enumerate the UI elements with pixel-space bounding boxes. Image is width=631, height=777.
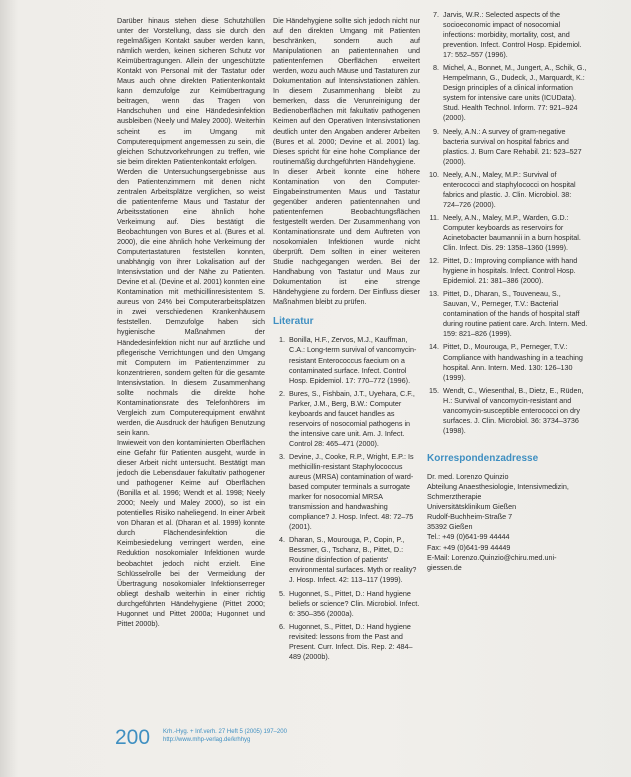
reference-item <box>273 589 420 619</box>
paragraph: Die Händehygiene sollte sich jedoch nicht nur auf den direkten Umgang mit Patienten beschränken, sondern auch auf Manipulationen an patientennahen und patientenfernen Oberflächen erweitert werden, wozu auch Mäuse und Tastaturen zur Dokumentation auf Intensivstationen zählen. In diesem Zusammenhang bleibt zu bemerken, dass die Verunreinigung der Bedienoberflächen mit fakultativ pathogenen Keimen auf den Operativen Intensivstationen deutlich unter den Angaben anderer Arbeiten (Bures et al. 2000; Devine et al. 2001) lag. Dieses spricht für eine hohe Compliance der routinemäßig durchgeführten Händehygiene. <box>273 16 420 166</box>
text-column-3 <box>427 10 589 573</box>
reference-text: Pittet, D.: Improving compliance with hand hygiene in hospitals. Infect. Control Hosp. Epidemiol. 21: 381–386 (2000). <box>443 256 578 286</box>
reference-number: 10. <box>429 169 439 179</box>
reference-text: Bonilla, H.F., Zervos, M.J., Kauffman, C.A.: Long-term survival of vancomycin-resistant Enterococcus faecium on a contaminated surface. Infect. Control Hosp. Epidemiol. 17: 770–772 (1996). <box>289 335 417 385</box>
reference-item <box>427 342 589 382</box>
reference-text: Jarvis, W.R.: Selected aspects of the socioeconomic impact of nosocomial infections: morbidity, mortality, cost, and prevention. Infect. Control Hosp. Epidemiol. 17: 552–557 (1996). <box>443 10 582 60</box>
reference-text: Neely, A.N., Maley, M.P.: Survival of enterococci and staphylococci on hospital fabrics and plastic. J. Clin. Microbiol. 38: 724–726 (2000). <box>443 169 576 209</box>
reference-item <box>427 289 589 339</box>
reference-number: 14. <box>429 342 439 352</box>
reference-number: 4. <box>279 535 285 545</box>
address-line: E-Mail: Lorenzo.Quinzio@chiru.med.uni-giessen.de <box>427 552 557 572</box>
journal-citation <box>163 728 323 744</box>
reference-text: Wendt, C., Wiesenthal, B., Dietz, E., Rüden, H.: Survival of vancomycin-resistant and vancomycin-susceptible enterococci on dry surfaces. J. Clin. Microbiol. 36: 3734–3736 (1998). <box>443 385 584 435</box>
page-number: 200 <box>115 726 151 749</box>
text-column-2 <box>273 16 420 665</box>
address-line: Abteilung Anaesthesiologie, Intensivmedizin, Schmerztherapie <box>427 482 569 502</box>
reference-text: Michel, A., Bonnet, M., Jungert, A., Schik, G., Hempelmann, G., Dudeck, J., Marquardt, K.: Design principles of a clinical information system for intensive care units (ICUData). Stud. Health Technol. Inform. 77: 921–924 (2000). <box>443 63 587 123</box>
reference-list-a <box>273 335 420 661</box>
correspondence-heading: Korrespondenzadresse <box>427 452 539 464</box>
reference-number: 12. <box>429 256 439 266</box>
journal-line: Krh.-Hyg. + Inf.verh. 27 Heft 5 (2005) 197–200 <box>163 729 287 735</box>
reference-number: 5. <box>279 588 285 598</box>
reference-item <box>427 386 589 436</box>
address-line: Rudolf-Buchheim-Straße 7 <box>427 512 513 522</box>
paragraph: Darüber hinaus stehen diese Schutzhüllen unter der Vorstellung, dass sie durch den regelmäßigen Kontakt sauber werden kann, nämlich werden, keinen sicheren Schutz vor Keimübertragungen. Allein der ungeschützte Kontakt von Personal mit der Tastatur oder Maus auch ohne direkten Patientenkontakt kann demzufolge zur Keimübertragung beitragen, wenn das Tragen von Handschuhen und eine Händedesinfektion ausbleiben (Neely und Maley 2000). Weiterhin scheint es im Umgang mit Computerequipment angemessen zu sein, die gleichen Schutzvorkehrungen zu treffen, wie sie beim direkten Patientenkontakt erfolgen. <box>117 16 265 166</box>
reference-item <box>427 256 589 286</box>
paragraph: In dieser Arbeit konnte eine höhere Kontamination von den Computer-Eingabeinstrumenten Maus und Tastatur gegenüber anderen patientennahen und patientenfernen Beobachtungsflächen festgestellt werden. Der Zusammenhang von Kontaminationsrate und dem Auftreten von nosokomialen Infektionen wurde nicht überprüft. Dem sollten in einer weiteren Studie nachgegangen werden. Bei der Handhabung von Tastatur und Maus zur Dokumentation ist eine strenge Händehygiene zu fordern. Der Einfluss dieser Maßnahmen bleibt zu prüfen. <box>273 166 420 307</box>
reference-number: 15. <box>429 385 439 395</box>
reference-list-b <box>427 10 589 436</box>
reference-text: Pittet, D., Mourouga, P., Perneger, T.V.: Compliance with handwashing in a teaching hospital. Ann. Intern. Med. 130: 126–130 (1999). <box>443 342 583 382</box>
reference-item <box>427 10 589 60</box>
reference-number: 11. <box>429 212 439 222</box>
reference-number: 3. <box>279 451 285 461</box>
reference-text: Hugonnet, S., Pittet, D.: Hand hygiene beliefs or science? Clin. Microbiol. Infect. 6: 350–356 (2000a). <box>289 588 420 618</box>
text-column-1 <box>117 16 265 629</box>
reference-text: Dharan, S., Mourouga, P., Copin, P., Bessmer, G., Tschanz, B., Pittet, D.: Routine disinfection of patients' environmental surfaces. Myth or reality? J. Hosp. Infect. 42: 113–117 (1999). <box>289 535 417 585</box>
reference-text: Hugonnet, S., Pittet, D.: Hand hygiene revisited: lessons from the Past and Present. Curr. Infect. Dis. Rep. 2: 484–489 (2000b). <box>289 621 413 661</box>
reference-number: 7. <box>433 10 439 19</box>
reference-number: 1. <box>279 335 285 345</box>
reference-item <box>273 452 420 532</box>
reference-item <box>273 535 420 585</box>
reference-item <box>427 213 589 253</box>
reference-item <box>427 127 589 167</box>
correspondence-address <box>427 472 589 573</box>
reference-text: Pittet, D., Dharan, S., Touveneau, S., Sauvan, V., Perneger, T.V.: Bacterial contamination of the hands of hospital staff during routine patient care. Arch. Intern. Med. 159: 821–826 (1999). <box>443 289 588 339</box>
paragraph: Werden die Untersuchungsergebnisse aus den Patientenzimmern mit denen nicht zentralen Arbeitsplätze verglichen, so weist die patientenferne Maus und Tastatur der Arbeitsstationen eine ähnlich hohe Verkeimung auf. Dies bestätigt die Beobachtungen von Bures et al. (Bures et al. 2000), die eine ähnlich hohe Verkeimung der Computertastaturen feststellen konnten, unabhängig von ihrer Lokalisation auf der Intensivstation und der Nähe zu Patienten. Devine et al. (Devine et al. 2001) konnten eine Kontamination mit methicillinresistentem S. aureus von 24% bei Computerarbeitsplätzen in zwei verschiedenen Krankenhäusern feststellen. Demzufolge haben sich hygienische Maßnahmen der Händedesinfektion nicht nur auf ärztliche und pflegerische Verrichtungen und den Umgang mit Computern im Patientenzimmer zu konzentrieren, sondern gelten für die gesamte Intensivstation. In diesem Zusammenhang sollte nochmals die direkte hohe Kontaminationsrate des Telefonhörers im Vergleich zum Computerequipment erwähnt werden, die Ausdruck der häufigen Benutzung sein kann. <box>117 166 265 437</box>
reference-item <box>273 335 420 385</box>
address-line: Universitätsklinikum Gießen <box>427 502 517 512</box>
reference-number: 2. <box>279 388 285 398</box>
reference-text: Neely, A.N.: A survey of gram-negative bacteria survival on hospital fabrics and plastics. J. Burn Care Rehabil. 21: 523–527 (2000). <box>443 126 582 166</box>
address-line: Fax: +49 (0)641-99 44449 <box>427 542 511 552</box>
reference-number: 13. <box>429 289 439 299</box>
reference-item <box>427 63 589 123</box>
reference-number: 8. <box>433 63 439 73</box>
reference-text: Devine, J., Cooke, R.P., Wright, E.P.: Is methicillin-resistant Staphylococcus aureus (MRSA) contamination of ward-based computer terminals a surrogate marker for nosocomial MRSA transmission and handwashing compliance? J. Hosp. Infect. 48: 72–75 (2001). <box>289 451 414 532</box>
address-line: Tel.: +49 (0)641-99 44444 <box>427 532 510 542</box>
journal-url: http://www.mhp-verlag.de/krhhyg <box>163 737 251 743</box>
reference-item <box>273 622 420 662</box>
reference-number: 9. <box>433 126 439 136</box>
literatur-heading: Literatur <box>273 316 314 328</box>
address-line: 35392 Gießen <box>427 522 473 532</box>
reference-item <box>427 170 589 210</box>
reference-text: Neely, A.N., Maley, M.P., Warden, G.D.: Computer keyboards as reservoirs for Acinetobacter baumannii in a burn hospital. Clin. Infect. Dis. 29: 1358–1360 (1999). <box>443 212 581 253</box>
reference-number: 6. <box>279 621 285 631</box>
reference-text: Bures, S., Fishbain, J.T., Uyehara, C.F., Parker, J.M., Berg, B.W.: Computer keyboards and faucet handles as reservoirs of nosocomial pathogens in the intensive care unit. Am. J. Infect. Control 28: 465–471 (2000). <box>289 388 415 448</box>
address-line: Dr. med. Lorenzo Quinzio <box>427 471 509 481</box>
paragraph: Inwieweit von den kontaminierten Oberflächen eine Gefahr für Patienten ausgeht, wurde in dieser Arbeit nicht untersucht. Bestätigt man jedoch die Lebensdauer fakultativ pathogener und pathogener Keime auf Oberflächen (Bonilla et al. 1996; Wendt et al. 1998; Neely 2000; Neely und Maley 2000), so ist ein potentielles Risiko naheliegend. In einer Arbeit von Dharan et al. (Dharan et al. 1999) konnte durch Flächendesinfektion die Keimbesiedelung verringert werden, eine Reduktion nosokomialer Infektionen wurde beobachtet jedoch nicht erzielt. Eine Schlüsselrolle bei der Vermeidung der Übertragung nosokomialer Infektionserreger obliegt deshalb weiterhin in einer richtig durchgeführten Händehygiene (Pittet 2000; Hugonnet und Pittet 2000a; Hugonnet und Pittet 2000b). <box>117 437 265 628</box>
reference-item <box>273 389 420 449</box>
